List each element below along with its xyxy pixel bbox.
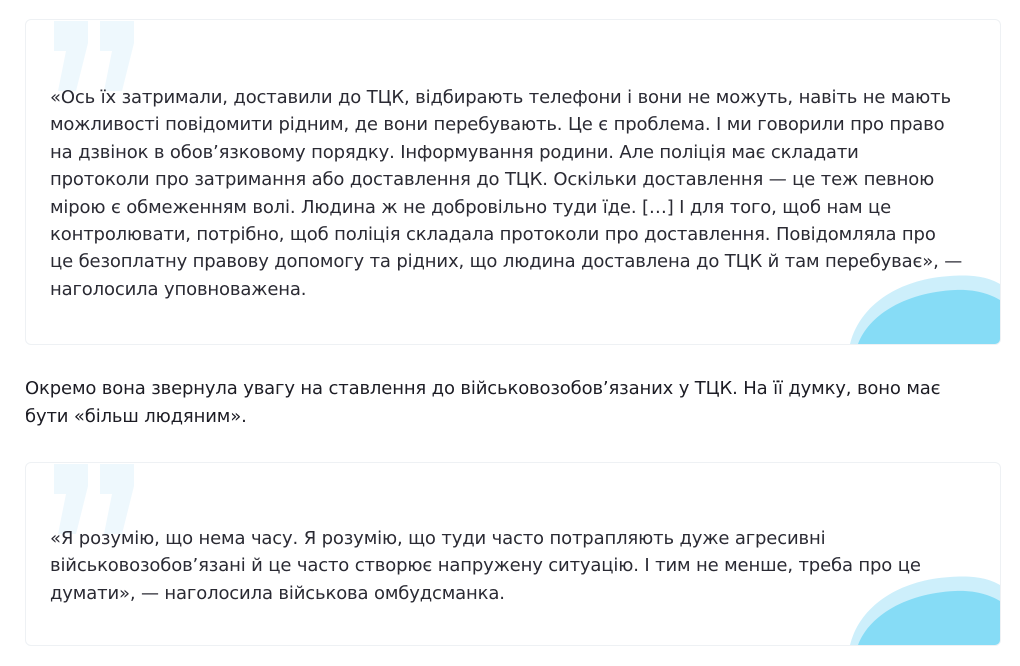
wave-decoration [850, 274, 1000, 344]
quote-text: «Я розумію, що нема часу. Я розумію, що туди часто потрапляють дуже агресивні військовозобов’язані й це часто створює напружену ситуацію. І тим не менше, треба про це думати», — наголосила військова омбудсманка. [50, 528, 921, 604]
quote-text: «Ось їх затримали, доставили до ТЦК, відбирають телефони і вони не можуть, навіть не мають можливості повідомити рідним, де вони перебувають. Це є проблема. І ми говорили про право на дзвінок в обов’язковому порядку. Інформування родини. Але поліція має складати протоколи про затримання або доставлення до ТЦК. Оскільки доставлення — це теж певною мірою є обмеженням волі. Людина ж не добровільно туди їде. […] І для того, щоб нам це контролювати, потрібно, щоб поліція складала протоколи про доставлення. Повідомляла про це безоплатну правову допомогу та рідних, що людина доставлена до ТЦК й там перебуває», — наголосила уповноважена. [50, 87, 963, 300]
wave-decoration [850, 575, 1000, 645]
body-paragraph: Окремо вона звернула увагу на ставлення до військовозобов’язаних у ТЦК. На її думку, воно має бути «більш людяним». [25, 378, 941, 427]
quote-card [25, 19, 1001, 345]
quote-card [25, 462, 1001, 646]
